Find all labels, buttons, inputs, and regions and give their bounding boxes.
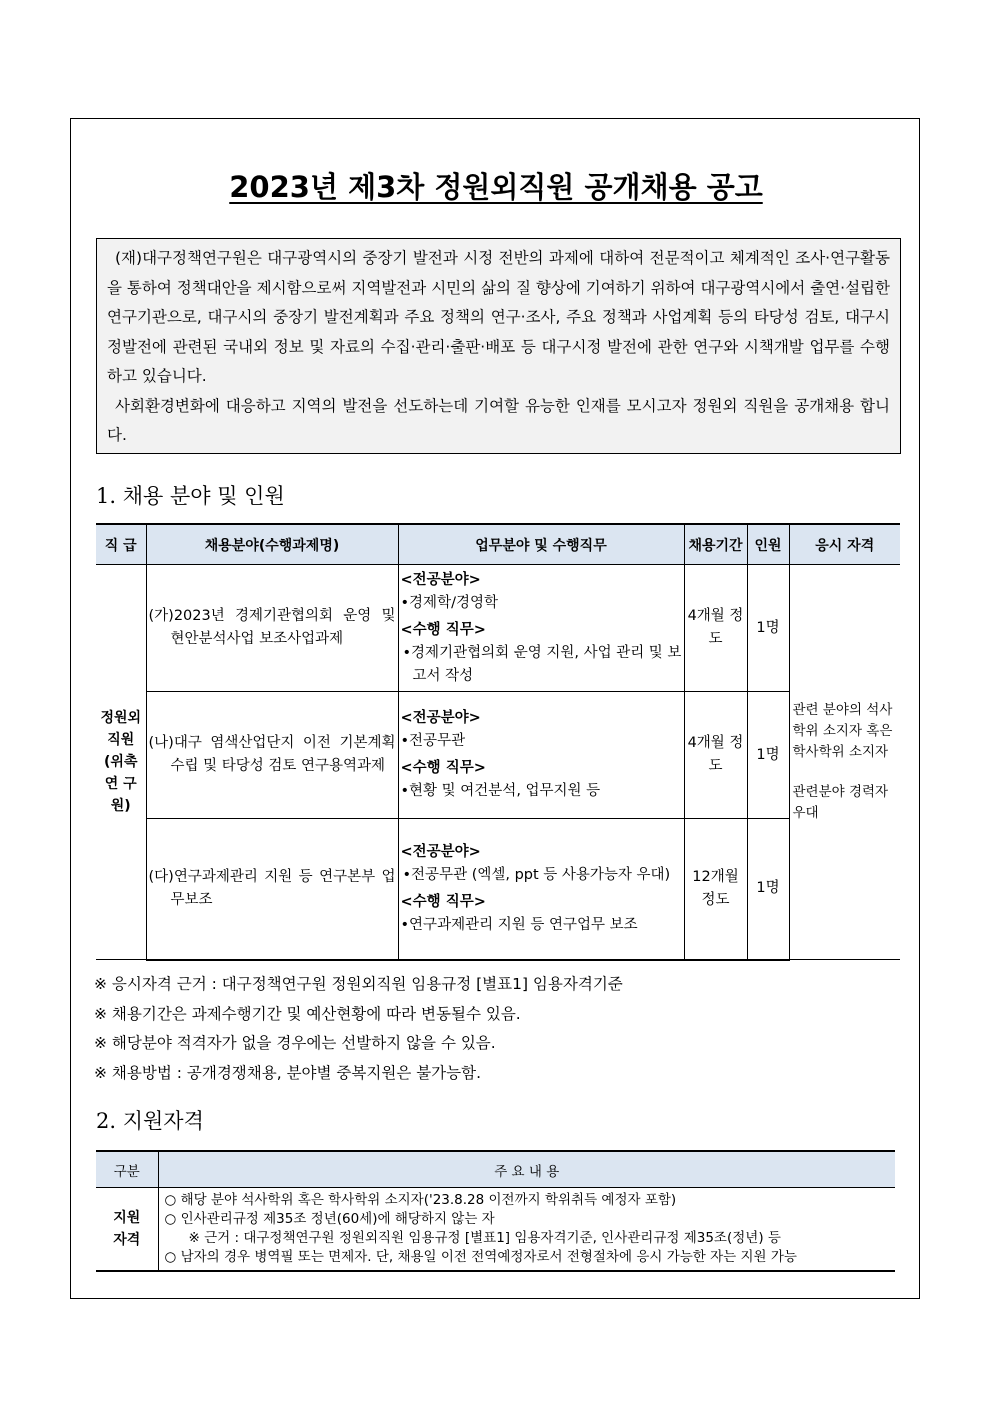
list-item: ※ 근거 : 대구정책연구원 정원외직원 임용규정 [별표1] 임용자격기준, 인사관리규정 제35조(정년) 등: [188, 1230, 781, 1246]
major-text: •전공무관: [400, 733, 466, 749]
qualification-cell: [789, 565, 900, 960]
count-cell: 1명: [747, 565, 789, 692]
duty-text: •경제기관협의회 운영 지원, 사업 관리 및 보고서 작성: [402, 644, 682, 684]
duty-label: <수행 직무>: [400, 893, 486, 910]
duty-text: •현황 및 여건분석, 업무지원 등: [400, 783, 601, 799]
duty-label: <수행 직무>: [400, 621, 486, 638]
recruitment-table: [96, 523, 900, 961]
qualification-label: 지원 자격: [96, 1188, 158, 1272]
period-cell: 4개월 정도: [684, 692, 747, 819]
duty-cell: [398, 692, 684, 819]
period-cell: 12개월 정도: [684, 819, 747, 960]
major-label: <전공분야>: [400, 571, 481, 588]
table-row: [96, 692, 900, 819]
qualification-table: [96, 1150, 895, 1272]
table-row: [96, 565, 900, 692]
table-header-row: [96, 524, 900, 565]
note-item: ※ 해당분야 적격자가 없을 경우에는 선발하지 않을 수 있음.: [94, 1034, 496, 1052]
major-label: <전공분야>: [400, 843, 481, 860]
note-item: ※ 채용기간은 과제수행기간 및 예산현황에 따라 변동될수 있음.: [94, 1004, 521, 1023]
duty-cell: [398, 819, 684, 960]
count-cell: 1명: [747, 819, 789, 960]
field-cell: (가)2023년 경제기관협의회 운영 및 현안분석사업 보조사업과제: [146, 565, 398, 692]
header-field: 채용분야(수행과제명): [146, 524, 398, 565]
duty-label: <수행 직무>: [400, 760, 486, 776]
table-row: [96, 1188, 895, 1272]
field-cell: (나)대구 염색산업단지 이전 기본계획 수립 및 타당성 검토 연구용역과제: [146, 692, 398, 819]
header-category: 구분: [96, 1151, 158, 1188]
section-2-heading: 2. 지원자격: [96, 1109, 204, 1133]
header-qualification: 응시 자격: [789, 524, 900, 565]
rank-cell: 정원외 직원 (위촉연 구원): [96, 565, 146, 960]
section-1-heading: 1. 채용 분야 및 인원: [96, 484, 285, 508]
qualification-content: [158, 1188, 895, 1272]
page-title: 2023년 제3차 정원외직원 공개채용 공고: [229, 170, 763, 204]
count-cell: 1명: [747, 692, 789, 819]
list-item: ○ 인사관리규정 제35조 정년(60세)에 해당하지 않는 자: [164, 1211, 495, 1227]
notes-list: [94, 970, 623, 1088]
qualification-text: 관련 분야의 석사학위 소지자 혹은 학사학위 소지자: [792, 702, 893, 760]
period-cell: 4개월 정도: [684, 565, 747, 692]
list-item: ○ 남자의 경우 병역필 또는 면제자. 단, 채용일 이전 전역예정자로서 전형절차에 응시 가능한 자는 지원 가능: [164, 1249, 797, 1265]
list-item: ○ 해당 분야 석사학위 혹은 학사학위 소지자('23.8.28 이전까지 학위취득 예정자 포함): [164, 1192, 677, 1208]
table-header-row: [96, 1151, 895, 1188]
header-content: 주 요 내 용: [158, 1151, 895, 1188]
note-item: ※ 채용방법 : 공개경쟁채용, 분야별 중복지원은 불가능함.: [94, 1063, 482, 1082]
major-label: <전공분야>: [400, 710, 481, 726]
major-text: •전공무관 (엑셀, ppt 등 사용가능자 우대): [402, 866, 671, 883]
header-duty: 업무분야 및 수행직무: [398, 524, 684, 565]
field-cell: (다)연구과제관리 지원 등 연구본부 업무보조: [146, 819, 398, 960]
major-text: •경제학/경영학: [400, 594, 498, 611]
note-item: ※ 응시자격 근거 : 대구정책연구원 정원외직원 임용규정 [별표1] 임용자격기준: [94, 975, 623, 993]
duty-text: •연구과제관리 지원 등 연구업무 보조: [400, 916, 638, 933]
intro-paragraph-2: 사회환경변화에 대응하고 지역의 발전을 선도하는데 기여할 유능한 인재를 모시고자 정원외 직원을 공개채용 합니다.: [107, 396, 890, 444]
header-rank: 직 급: [96, 524, 146, 565]
header-period: 채용기간: [684, 524, 747, 565]
header-count: 인원: [747, 524, 789, 565]
intro-box: [96, 238, 901, 454]
qualification-preference: 관련분야 경력자 우대: [792, 784, 889, 821]
table-row: [96, 819, 900, 960]
intro-paragraph-1: (재)대구정책연구원은 대구광역시의 중장기 발전과 시정 전반의 과제에 대하여 전문적이고 체계적인 조사·연구활동을 통하여 정책대안을 제시함으로써 지역발전과 시민의 삶의 질 향상에 기여하기 위하여 대구광역시에서 출연·설립한 연구기관으로, 대구시의 중장기 발전계획과 주요 정책의 연구·조사, 주요 정책과 사업계획 등의 타당성 검토, 대구시정발전에 관련된 국내외 정보 및 자료의 수집·관리·출판·배포 등 대구시정 발전에 관한 연구와 시책개발 업무를 수행하고 있습니다.: [107, 249, 890, 385]
duty-cell: [398, 565, 684, 692]
